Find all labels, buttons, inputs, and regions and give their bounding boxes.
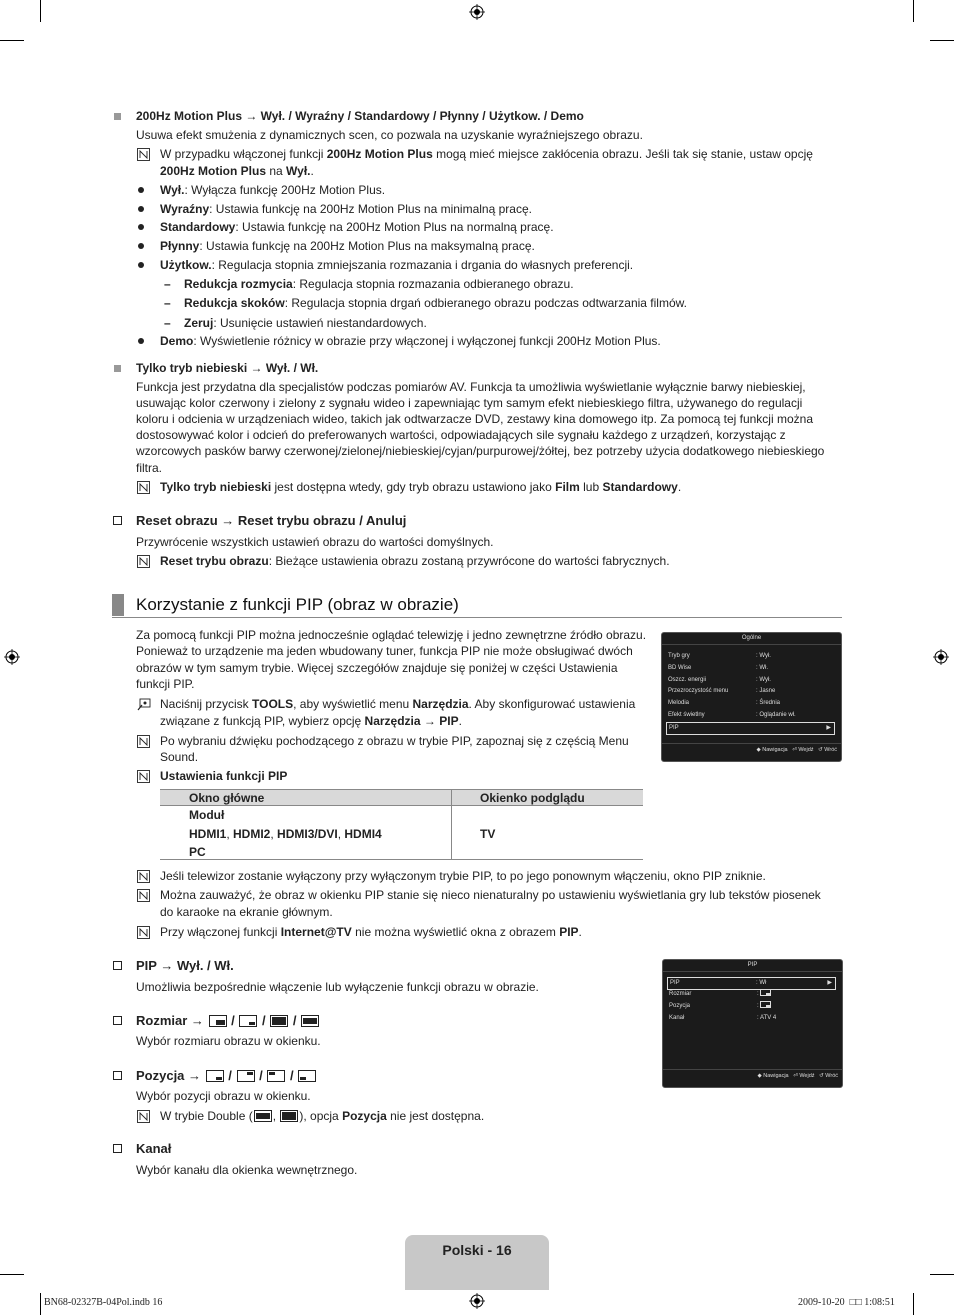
- reset-note: Reset trybu obrazu: Bieżące ustawienia obrazu zostaną przywrócone do wartości fabrycznych.: [160, 554, 670, 568]
- table-rule: [160, 859, 643, 860]
- arrow-right-icon: ▶: [826, 725, 831, 731]
- note-icon: [137, 1110, 150, 1123]
- position-bottom-right-icon: [206, 1070, 224, 1082]
- position-heading: Pozycja → / / /: [136, 1067, 317, 1084]
- crop-mark: [0, 40, 24, 41]
- position-top-right-icon: [237, 1070, 255, 1082]
- section-title: Korzystanie z funkcji PIP (obraz w obrazie): [136, 595, 459, 614]
- double-wide-icon: [254, 1110, 272, 1122]
- table-cell: PC: [189, 845, 206, 859]
- pip-note: Jeśli telewizor zostanie wyłączony przy wyłączonym trybie PIP, to po jego ponownym włączeniu, okno PIP zniknie.: [160, 869, 766, 883]
- osd-title: Ogólne: [662, 633, 841, 645]
- return-icon: ↺: [819, 1073, 824, 1079]
- osd-row[interactable]: Oszcz. energii : Wył.: [668, 677, 771, 683]
- osd-divider: [663, 1069, 842, 1070]
- checkbox-bullet-icon: [113, 961, 122, 970]
- note-icon: [137, 735, 150, 748]
- pip-intro: funkcji PIP.: [136, 677, 195, 691]
- return-icon: ↺: [818, 747, 823, 753]
- enter-icon: ⏎: [792, 747, 797, 753]
- motion-heading: 200Hz Motion Plus → Wył. / Wyraźny / Standardowy / Płynny / Użytkow. / Demo: [136, 109, 584, 123]
- reset-heading: Reset obrazu → Reset trybu obrazu / Anuluj: [136, 513, 407, 528]
- note-icon: [137, 889, 150, 902]
- pip-tools-line1: Naciśnij przycisk TOOLS, aby wyświetlić menu Narzędzia. Aby skonfigurować ustawienia: [160, 697, 636, 711]
- motion-desc: Usuwa efekt smużenia z dynamicznych scen, co pozwala na uzyskanie wyraźniejszego obrazu.: [136, 128, 643, 142]
- pip-note: Przy włączonej funkcji Internet@TV nie można wyświetlić okna z obrazem PIP.: [160, 925, 582, 939]
- pip-tools-line2: związane z funkcją PIP, wybierz opcję Narzędzia → PIP.: [160, 714, 462, 728]
- channel-heading: Kanał: [136, 1141, 172, 1156]
- section-rule: [112, 617, 842, 618]
- reset-desc: Przywrócenie wszystkich ustawień obrazu do wartości domyślnych.: [136, 535, 494, 549]
- dash-bullet: –: [164, 316, 171, 330]
- note-icon: [137, 770, 150, 783]
- crop-mark: [930, 40, 954, 41]
- size-small-icon: [760, 989, 771, 996]
- osd-row[interactable]: Kanał : ATV 4: [669, 1015, 777, 1021]
- position-bottom-right-icon: [760, 1001, 771, 1008]
- size-double-wide-icon: [301, 1015, 319, 1027]
- pip-intro: obrazów w tym samym trybie. Więcej szczegółów znajduje się poniżej w części Ustawienia: [136, 661, 618, 675]
- bullet-icon: [138, 187, 144, 193]
- osd-row[interactable]: Efekt świetlny : Oglądanie wł.: [668, 712, 796, 718]
- dash-bullet: –: [164, 277, 171, 291]
- page-number: Polski - 16: [442, 1242, 512, 1258]
- osd-footer: ◆ Nawigacja ⏎ Wejdź ↺ Wróć: [756, 747, 837, 753]
- enter-icon: ⏎: [793, 1073, 798, 1079]
- list-item: Redukcja skoków: Regulacja stopnia drgań odbieranego obrazu podczas odtwarzania filmów.: [184, 296, 687, 310]
- bullet-icon: [138, 224, 144, 230]
- pip-onoff-heading: PIP → Wył. / Wł.: [136, 958, 234, 973]
- bullet-icon: [138, 206, 144, 212]
- table-header-preview: Okienko podglądu: [480, 791, 585, 805]
- footer-file: BN68-02327B-04Pol.indb 16: [44, 1297, 163, 1308]
- crop-mark: [913, 0, 914, 22]
- pip-sound-line2: Sound.: [160, 750, 199, 764]
- bullet-icon: [138, 338, 144, 344]
- table-cell: TV: [480, 827, 496, 841]
- registration-mark-icon: [933, 649, 949, 665]
- nav-icon: ◆: [757, 1073, 762, 1079]
- pip-note: do karaoke na ekranie głównym.: [160, 905, 333, 919]
- bullet-icon: [138, 243, 144, 249]
- channel-desc: Wybór kanału dla okienka wewnętrznego.: [136, 1163, 358, 1177]
- pip-settings-label: Ustawienia funkcji PIP: [160, 769, 288, 783]
- table-divider: [451, 789, 452, 860]
- pip-onoff-desc: Umożliwia bezpośrednie włączenie lub wyłączenie funkcji obrazu w obrazie.: [136, 980, 539, 994]
- size-heading: Rozmiar → / / /: [136, 1012, 320, 1029]
- note-icon: [137, 148, 150, 161]
- osd-row[interactable]: Melodia : Średnia: [668, 700, 781, 706]
- note-icon: [137, 870, 150, 883]
- osd-row[interactable]: BD Wise : Wł.: [668, 665, 768, 671]
- registration-mark-icon: [469, 1293, 485, 1309]
- blue-line: koloru i odcienia w urządzeniach wideo, takich jak odtwarzacze DVD, zestawy kina domowego itp. Za pomocą tej funkcji można: [136, 412, 813, 426]
- size-double-icon: [270, 1015, 288, 1027]
- osd-row[interactable]: Rozmiar :: [669, 989, 836, 1000]
- note-icon: [137, 481, 150, 494]
- pip-intro: Za pomocą funkcji PIP można jednocześnie oglądać telewizję i jedno zewnętrzne źródło obrazu.: [136, 628, 647, 642]
- osd-row[interactable]: Pozycja :: [669, 1001, 836, 1012]
- remote-tools-icon: [137, 698, 151, 711]
- crop-mark: [930, 1274, 954, 1275]
- size-large-icon: [209, 1015, 227, 1027]
- square-bullet-icon: [114, 365, 121, 372]
- position-desc: Wybór pozycji obrazu w okienku.: [136, 1089, 311, 1103]
- position-top-left-icon: [267, 1070, 285, 1082]
- osd-row-selected[interactable]: PIP : Wł ▶: [667, 977, 836, 990]
- table-cell: Moduł: [189, 808, 225, 822]
- table-cell: HDMI1, HDMI2, HDMI3/DVI, HDMI4: [189, 827, 382, 841]
- size-desc: Wybór rozmiaru obrazu w okienku.: [136, 1034, 321, 1048]
- registration-mark-icon: [469, 4, 485, 20]
- osd-row[interactable]: Tryb gry : Wył.: [668, 653, 771, 659]
- osd-footer: ◆ Nawigacja ⏎ Wejdź ↺ Wróć: [757, 1073, 838, 1079]
- blue-line: usuwając kolor czerwony i zielony z sygnału wideo i zapewniając tym samym efekt niebieskiego filtra, używanego do regulacji: [136, 396, 803, 410]
- note-icon: [137, 926, 150, 939]
- arrow-right-icon: ▶: [827, 980, 832, 986]
- bullet-icon: [138, 262, 144, 268]
- osd-row-selected[interactable]: PIP ▶: [666, 722, 835, 735]
- checkbox-bullet-icon: [113, 516, 122, 525]
- osd-divider: [662, 743, 841, 744]
- blue-heading: Tylko tryb niebieski → Wył. / Wł.: [136, 361, 319, 375]
- pip-sound-line1: Po wybraniu dźwięku pochodzącego z obrazu w trybie PIP, zapoznaj się z częścią Menu: [160, 734, 629, 748]
- crop-mark: [40, 0, 41, 22]
- pip-note: Można zauważyć, że obraz w okienku PIP stanie się nieco nienaturalny po ustawieniu wyświetlania gry lub tekstów piosenek: [160, 888, 821, 902]
- size-small-icon: [239, 1015, 257, 1027]
- position-bottom-left-icon: [298, 1070, 316, 1082]
- crop-mark: [913, 1293, 914, 1315]
- pip-intro: Ponieważ to urządzenie ma jeden wbudowany tuner, funkcja PIP nie może obsługiwać dwóch: [136, 644, 633, 658]
- square-bullet-icon: [114, 113, 121, 120]
- list-item: Demo: Wyświetlenie różnicy w obrazie przy włączonej i wyłączonej funkcji 200Hz Motion Plus.: [160, 334, 661, 348]
- blue-line: filtra.: [136, 461, 163, 475]
- crop-mark: [0, 1274, 24, 1275]
- list-item: Zeruj: Usunięcie ustawień niestandardowych.: [184, 316, 427, 330]
- nav-icon: ◆: [756, 747, 761, 753]
- double-icon: [280, 1110, 298, 1122]
- list-item: Wyraźny: Ustawia funkcję na 200Hz Motion Plus na minimalną pracę.: [160, 202, 532, 216]
- checkbox-bullet-icon: [113, 1016, 122, 1025]
- list-item: Standardowy: Ustawia funkcję na 200Hz Motion Plus na normalną pracę.: [160, 220, 554, 234]
- crop-mark: [40, 1293, 41, 1315]
- blue-line: Funkcja jest przydatna dla specjalistów podczas pomiarów AV. Funkcja ta umożliwia wyświetlanie wyłącznie barwy niebieskiej,: [136, 380, 806, 394]
- motion-note-line2: 200Hz Motion Plus na Wył..: [160, 164, 314, 178]
- list-item: Płynny: Ustawia funkcję na 200Hz Motion Plus na maksymalną pracę.: [160, 239, 535, 253]
- section-bar: [112, 594, 124, 616]
- blue-line: wzorcowych pasków barwy czerwonej/zielonej/niebieskiej/cyjan/purpurowej/żółtej, bez potrzeby użycia dodatkowego niebieskiego: [136, 444, 825, 458]
- blue-line: dostosowywać kolor i odcień do preferowanych wartości, odpowiadających sile sygnału każdego z urządzeń, korzystając z: [136, 428, 786, 442]
- osd-menu-pip: [662, 959, 843, 1088]
- position-note: W trybie Double ( , ), opcja Pozycja nie jest dostępna.: [160, 1109, 485, 1123]
- blue-note: Tylko tryb niebieski jest dostępna wtedy, gdy tryb obrazu ustawiono jako Film lub Standardowy.: [160, 480, 682, 494]
- list-item: Wył.: Wyłącza funkcję 200Hz Motion Plus.: [160, 183, 386, 197]
- table-header-main: Okno główne: [189, 791, 265, 805]
- list-item: Redukcja rozmycia: Regulacja stopnia rozmazania odbieranego obrazu.: [184, 277, 574, 291]
- motion-note-line1: W przypadku włączonej funkcji 200Hz Motion Plus mogą mieć miejsce zakłócenia obrazu. Jeśli tak się stanie, ustaw opcję: [160, 147, 813, 161]
- dash-bullet: –: [164, 296, 171, 310]
- footer-timestamp: 2009-10-20 □□ 1:08:51: [798, 1297, 895, 1308]
- osd-title: PIP: [663, 960, 842, 972]
- note-icon: [137, 555, 150, 568]
- registration-mark-icon: [4, 649, 20, 665]
- osd-row[interactable]: Przezroczystość menu : Jasne: [668, 688, 776, 694]
- checkbox-bullet-icon: [113, 1071, 122, 1080]
- list-item: Użytkow.: Regulacja stopnia zmniejszania rozmazania i drgania do własnych preferencji.: [160, 258, 634, 272]
- osd-menu-general: [661, 632, 842, 762]
- checkbox-bullet-icon: [113, 1144, 122, 1153]
